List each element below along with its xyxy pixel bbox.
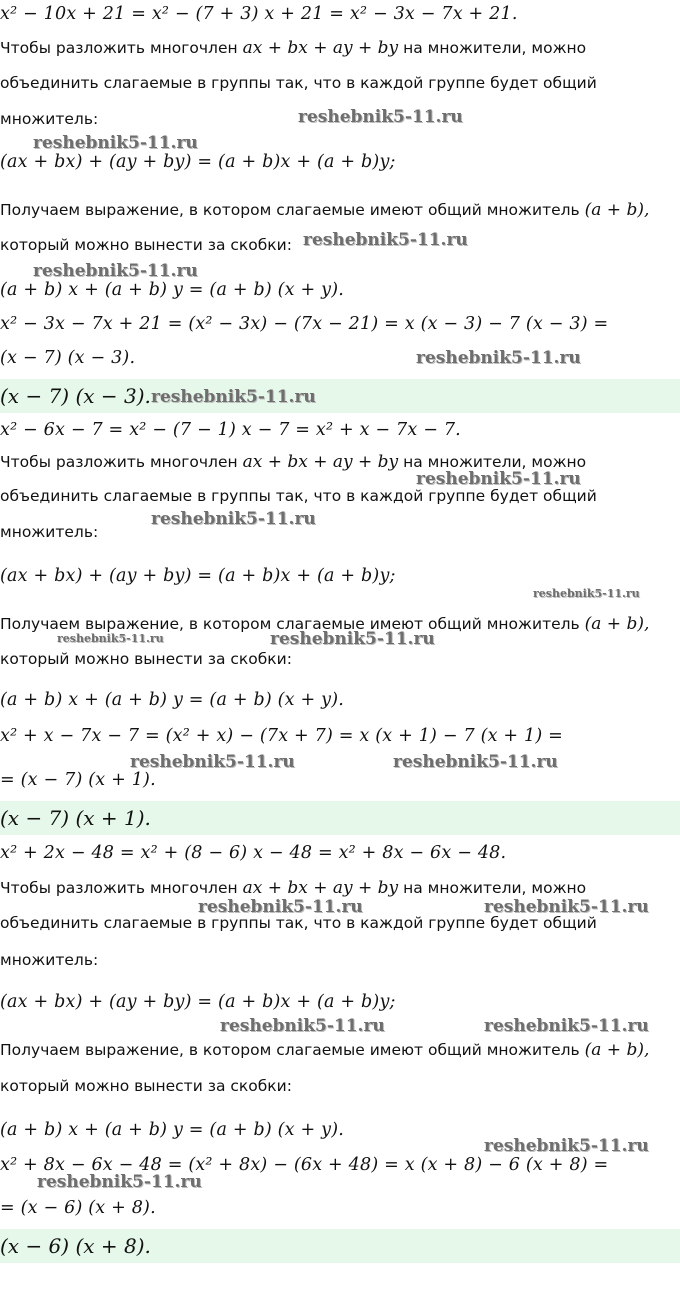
s2-factoring-formula: (a + b) x + (a + b) y = (a + b) (x + y). [0, 690, 345, 710]
s3-solution-line1: x² + 8x − 6x − 48 = (x² + 8x) − (6x + 48) = x (x + 8) − 6 (x + 8) = [0, 1155, 609, 1175]
s3-factoring-formula: (a + b) x + (a + b) y = (a + b) (x + y). [0, 1120, 345, 1140]
watermark-text: reshebnik5-11.ru [33, 133, 198, 153]
watermark-text: reshebnik5-11.ru [33, 261, 198, 281]
common-text: Получаем выражение, в котором слагаемые имеют общий множитель [0, 615, 580, 633]
watermark-text: reshebnik5-11.ru [393, 752, 558, 772]
common-text: Получаем выражение, в котором слагаемые имеют общий множитель [0, 201, 580, 219]
s1-expand: x² − 10x + 21 = x² − (7 + 3) x + 21 = x² − 3x − 7x + 21. [0, 4, 518, 24]
s3-grouping-line3: множитель: [0, 951, 99, 969]
grouping-text: Чтобы разложить многочлен [0, 879, 238, 897]
watermark-text: reshebnik5-11.ru [416, 348, 581, 368]
common-factor: (a + b), [584, 1040, 650, 1060]
s3-solution-line2: = (x − 6) (x + 8). [0, 1198, 156, 1218]
polynomial: ax + bx + ay + by [242, 38, 399, 58]
s3-grouping-line2: объединить слагаемые в группы так, что в каждой группе будет общий [0, 914, 597, 932]
watermark-text: reshebnik5-11.ru [484, 1016, 649, 1036]
watermark-text: reshebnik5-11.ru [298, 107, 463, 127]
s1-factoring-formula: (a + b) x + (a + b) y = (a + b) (x + y). [0, 280, 345, 300]
s1-common-factor [0, 200, 649, 220]
grouping-text: Чтобы разложить многочлен [0, 453, 238, 471]
grouping-text: на множители, можно [403, 39, 587, 57]
watermark-text: reshebnik5-11.ru [270, 629, 435, 649]
s3-answer: (x − 6) (x + 8). [0, 1229, 680, 1263]
polynomial: ax + bx + ay + by [242, 452, 399, 472]
watermark-text: reshebnik5-11.ru [151, 509, 316, 529]
s3-expand: x² + 2x − 48 = x² + (8 − 6) x − 48 = x² + 8x − 6x − 48. [0, 843, 507, 863]
watermark-text: reshebnik5-11.ru [57, 632, 164, 645]
watermark-text: reshebnik5-11.ru [198, 897, 363, 917]
s1-solution-line2: (x − 7) (x − 3). [0, 348, 136, 368]
s3-common-factor [0, 1040, 649, 1060]
s2-expand: x² − 6x − 7 = x² − (7 − 1) x − 7 = x² + x − 7x − 7. [0, 420, 461, 440]
s1-bracket-text: который можно вынести за скобки: [0, 236, 292, 254]
s1-grouping-intro [0, 38, 586, 58]
watermark-text: reshebnik5-11.ru [303, 230, 468, 250]
s3-grouping-formula: (ax + bx) + (ay + by) = (a + b)x + (a + b)y; [0, 992, 396, 1012]
common-text: Получаем выражение, в котором слагаемые имеют общий множитель [0, 1041, 580, 1059]
s1-grouping-line2: объединить слагаемые в группы так, что в каждой группе будет общий [0, 74, 597, 92]
watermark-text: reshebnik5-11.ru [130, 752, 295, 772]
grouping-text: на множители, можно [403, 453, 587, 471]
s2-solution-line1: x² + x − 7x − 7 = (x² + x) − (7x + 7) = x (x + 1) − 7 (x + 1) = [0, 726, 564, 746]
common-factor: (a + b), [584, 614, 650, 634]
watermark-text: reshebnik5-11.ru [151, 387, 316, 407]
s2-bracket-text: который можно вынести за скобки: [0, 650, 292, 668]
watermark-text: reshebnik5-11.ru [484, 1136, 649, 1156]
watermark-text: reshebnik5-11.ru [416, 469, 581, 489]
s3-grouping-intro [0, 878, 586, 898]
watermark-text: reshebnik5-11.ru [484, 897, 649, 917]
watermark-text: reshebnik5-11.ru [37, 1172, 202, 1192]
s1-answer: (x − 7) (x − 3). [0, 379, 680, 413]
s3-bracket-text: который можно вынести за скобки: [0, 1077, 292, 1095]
s1-grouping-formula: (ax + bx) + (ay + by) = (a + b)x + (a + b)y; [0, 152, 396, 172]
s1-grouping-line3: множитель: [0, 110, 99, 128]
s2-grouping-formula: (ax + bx) + (ay + by) = (a + b)x + (a + b)y; [0, 566, 396, 586]
s2-answer: (x − 7) (x + 1). [0, 801, 680, 835]
watermark-text: reshebnik5-11.ru [220, 1016, 385, 1036]
grouping-text: Чтобы разложить многочлен [0, 39, 238, 57]
s2-grouping-line3: множитель: [0, 523, 99, 541]
common-factor: (a + b), [584, 200, 650, 220]
s2-grouping-line2: объединить слагаемые в группы так, что в каждой группе будет общий [0, 487, 597, 505]
watermark-text: reshebnik5-11.ru [533, 587, 640, 600]
grouping-text: на множители, можно [403, 879, 587, 897]
s1-solution-line1: x² − 3x − 7x + 21 = (x² − 3x) − (7x − 21) = x (x − 3) − 7 (x − 3) = [0, 314, 609, 334]
s2-solution-line2: = (x − 7) (x + 1). [0, 770, 156, 790]
polynomial: ax + bx + ay + by [242, 878, 399, 898]
